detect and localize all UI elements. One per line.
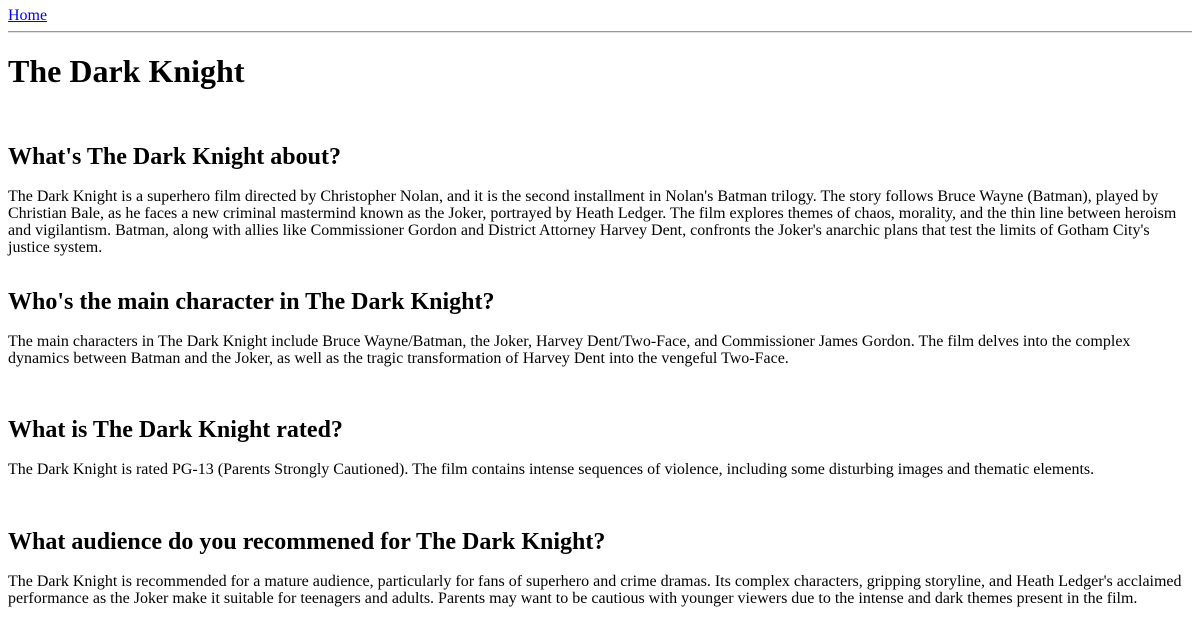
about-text: The Dark Knight is a superhero film directed by Christopher Nolan, and it is the second installment in Nolan's Batman trilogy. The story follows Bruce Wayne (Batman), played by Christian Bale, as he faces a new criminal mastermind known as the Joker, portrayed by Heath Ledger. The film explores themes of chaos, morality, and the thin line between heroism and vigilantism. Batman, along with allies like Commissioner Gordon and District Attorney Harvey Dent, confronts the Joker's anarchic plans that test the limits of Gotham City's justice system.: [8, 188, 1177, 256]
main-character-text: The main characters in The Dark Knight include Bruce Wayne/Batman, the Joker, Harvey Dent/Two-Face, and Commissioner James Gordon. The film delves into the complex dynamics between Batman and the Joker, as well as the tragic transformation of Harvey Dent into the vengeful Two-Face.: [8, 333, 1131, 367]
header-divider: [8, 31, 1192, 33]
audience-heading: What audience do you recommened for The Dark Knight?: [8, 529, 606, 555]
rating-text: The Dark Knight is rated PG-13 (Parents Strongly Cautioned). The film contains intense sequences of violence, including some disturbing images and thematic elements.: [8, 461, 1095, 478]
main-character-heading: Who's the main character in The Dark Knight?: [8, 289, 495, 315]
page-title: The Dark Knight: [8, 53, 245, 89]
about-heading: What's The Dark Knight about?: [8, 144, 341, 170]
home-link[interactable]: Home: [8, 7, 48, 24]
top-navigation: [8, 6, 47, 25]
rating-heading: What is The Dark Knight rated?: [8, 417, 343, 443]
audience-text: The Dark Knight is recommended for a mature audience, particularly for fans of superhero and crime dramas. Its complex characters, gripping storyline, and Heath Ledger's acclaimed performance as the Joker make it suitable for teenagers and adults. Parents may want to be cautious with younger viewers due to the intense and dark themes present in the film.: [8, 573, 1182, 607]
